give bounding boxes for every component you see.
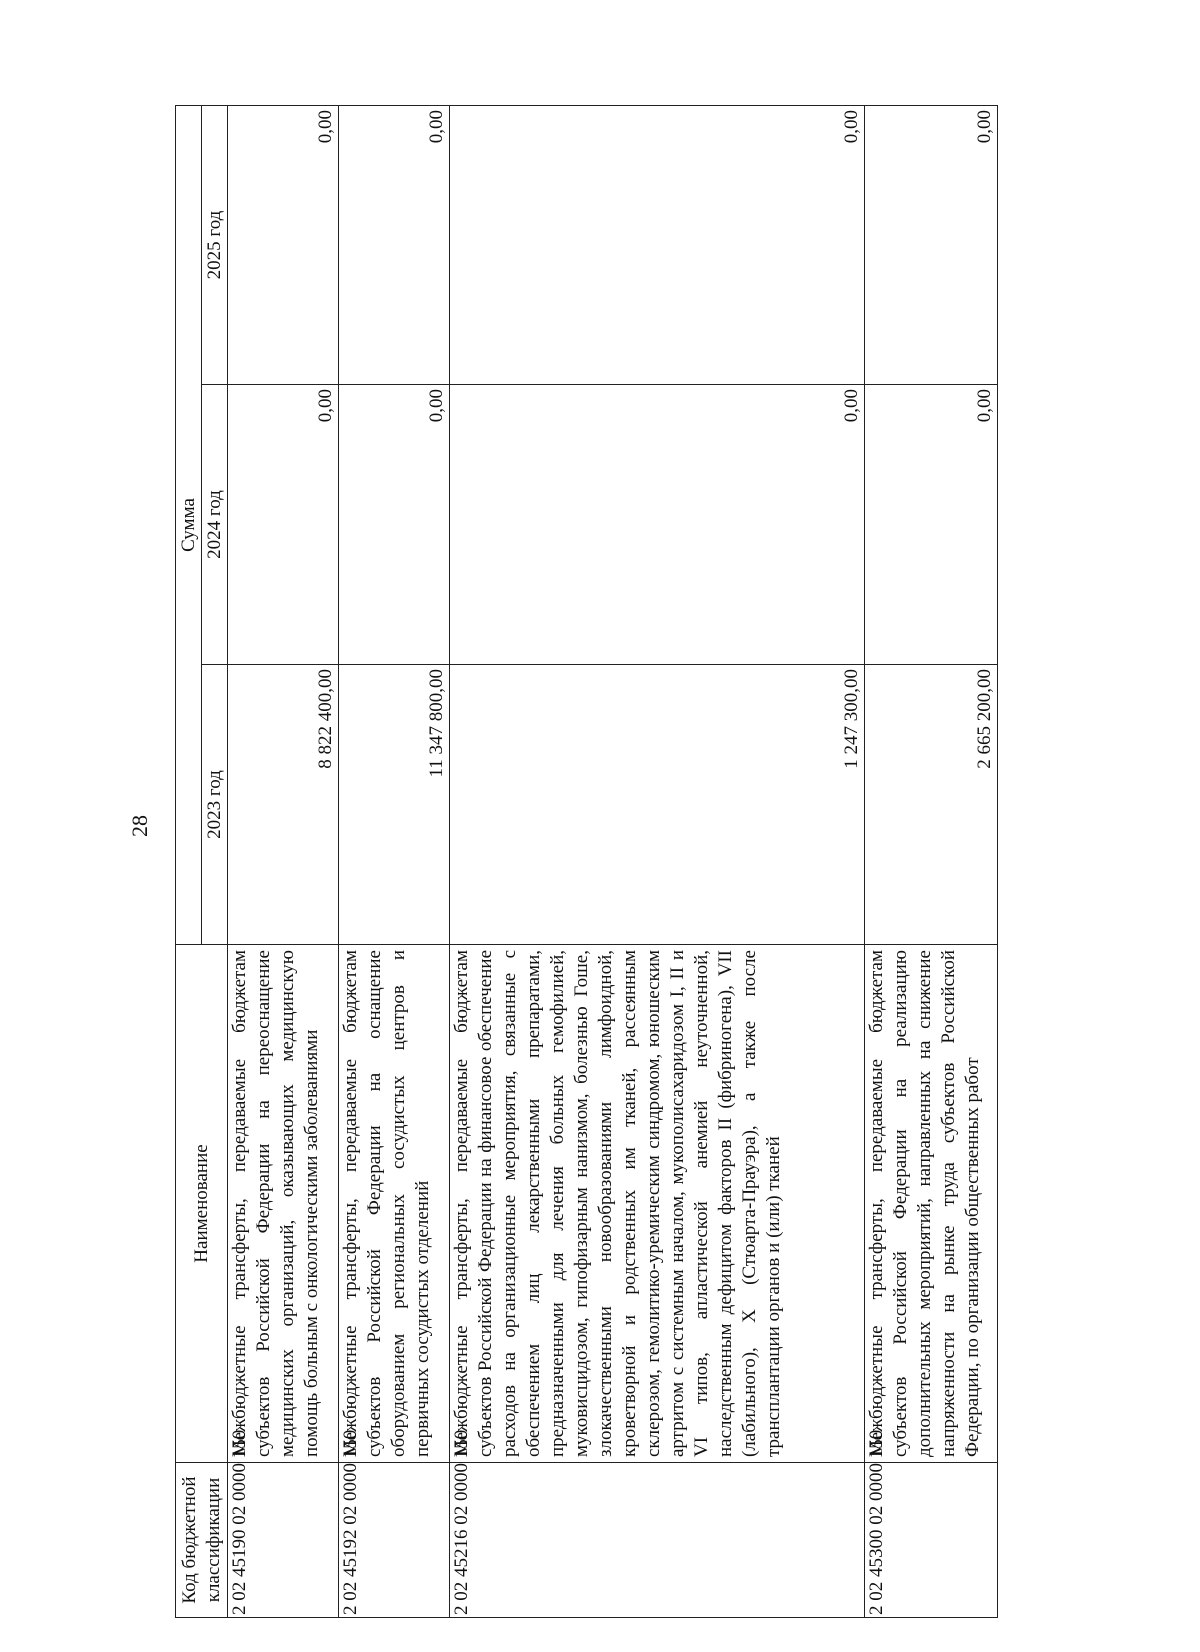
table-header-row [176, 106, 202, 1618]
row-value-2024: 0,00 [864, 385, 997, 665]
row-code: 2 02 45300 02 0000 150 [864, 1463, 997, 1618]
budget-table-rotated [175, 106, 998, 1618]
row-value-2025: 0,00 [864, 106, 997, 385]
row-code: 2 02 45192 02 0000 150 [338, 1463, 449, 1618]
row-code: 2 02 45190 02 0000 150 [228, 1463, 339, 1618]
row-value-2024: 0,00 [338, 385, 449, 665]
row-name: Межбюджетные трансферты, передаваемые бюджетам субъектов Российской Федерации на оснащение оборудованием региональных сосудистых центров и первичных сосудистых отделений [338, 945, 449, 1463]
budget-table [175, 105, 998, 1618]
table-row [864, 106, 997, 1618]
row-value-2023: 2 665 200,00 [864, 665, 997, 945]
table-row [449, 106, 864, 1618]
row-name: Межбюджетные трансферты, передаваемые бюджетам субъектов Российской Федерации на реализацию дополнительных мероприятий, направленных на снижение напряженности на рынке труда субъектов Российской Федерации, по организации общественных работ [864, 945, 997, 1463]
header-year-2025: 2025 год [202, 106, 228, 385]
row-value-2023: 8 822 400,00 [228, 665, 339, 945]
table-row [338, 106, 449, 1618]
header-code: Код бюджетной классификации [176, 1463, 228, 1618]
header-name: Наименование [176, 945, 228, 1463]
page-number: 28 [127, 815, 152, 837]
row-value-2024: 0,00 [449, 385, 864, 665]
row-value-2025: 0,00 [338, 106, 449, 385]
row-value-2025: 0,00 [449, 106, 864, 385]
row-value-2023: 11 347 800,00 [338, 665, 449, 945]
header-sum: Сумма [176, 106, 202, 945]
row-name: Межбюджетные трансферты, передаваемые бюджетам субъектов Российской Федерации на переоснащение медицинских организаций, оказывающих медицинскую помощь больным с онкологическими заболеваниями [228, 945, 339, 1463]
row-value-2025: 0,00 [228, 106, 339, 385]
header-year-2024: 2024 год [202, 385, 228, 665]
row-value-2023: 1 247 300,00 [449, 665, 864, 945]
table-row [228, 106, 339, 1618]
header-year-2023: 2023 год [202, 665, 228, 945]
row-code: 2 02 45216 02 0000 150 [449, 1463, 864, 1618]
row-name: Межбюджетные трансферты, передаваемые бюджетам субъектов Российской Федерации на финансовое обеспечение расходов на организационные мероприятия, связанные с обеспечением лиц лекарственными препаратами, предназначенными для лечения больных гемофилией, муковисцидозом, гипофизарным нанизмом, болезнью Гоше, злокачественными новообразованиями лимфоидной, кроветворной и родственных им тканей, рассеянным склерозом, гемолитико-уремическим синдромом, юношеским артритом с системным началом, мукополисахаридозом I, II и VI типов, апластической анемией неуточненной, наследственным дефицитом факторов II (фибриногена), VII (лабильного), X (Стюарта-Прауэра), а также после трансплантации органов и (или) тканей [449, 945, 864, 1463]
row-value-2024: 0,00 [228, 385, 339, 665]
